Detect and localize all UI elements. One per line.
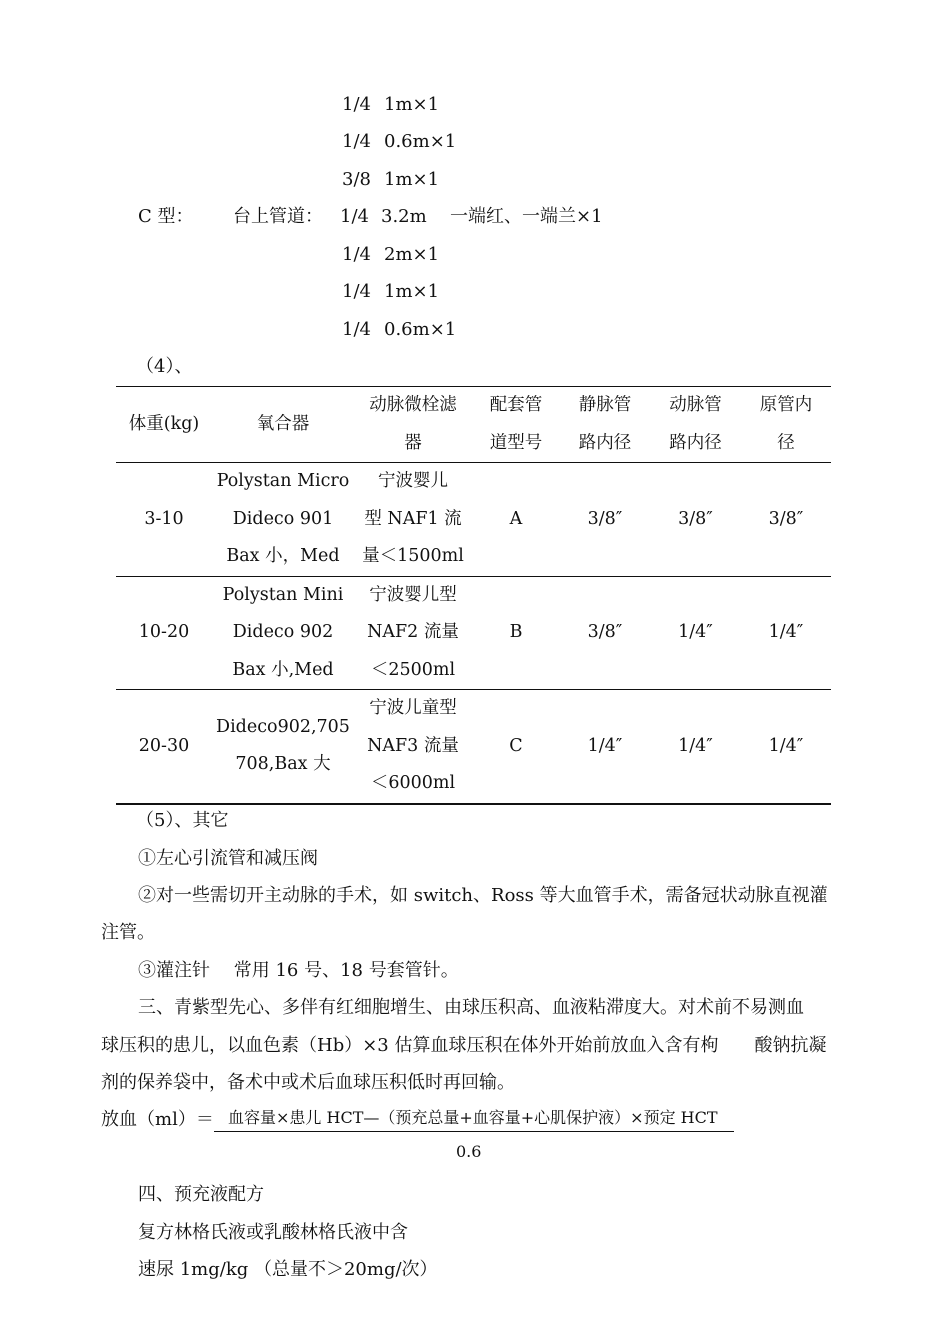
- spec-length: 1m×1: [384, 281, 440, 302]
- section-5-item-1: ①左心引流管和减压阀: [138, 848, 318, 869]
- section-priming-title: 四、预充液配方: [138, 1184, 264, 1205]
- cell-oxygenator: Polystan Mini Dideco 902 Bax 小,Med: [222, 584, 344, 680]
- formula-denominator: 0.6: [456, 1142, 482, 1161]
- cell-venous: 3/8″: [587, 508, 623, 529]
- section-3-line-3: 剂的保养袋中，备术中或术后血球压积低时再回输。: [101, 1072, 515, 1093]
- cell-filter: 宁波婴儿 型 NAF1 流 量＜1500ml: [362, 471, 464, 566]
- section-priming-line-1: 复方林格氏液或乳酸林格氏液中含: [138, 1222, 408, 1243]
- section-5-item-2-line-1: ②对一些需切开主动脉的手术，如 switch、Ross 等大血管手术，需备冠状动脉直视灌: [138, 885, 828, 906]
- cell-weight: 10-20: [138, 622, 190, 642]
- formula-lhs: 放血（ml）＝: [101, 1109, 214, 1130]
- cell-original: 1/4″: [768, 735, 804, 756]
- cell-oxygenator: Dideco902,705 708,Bax 大: [216, 716, 350, 775]
- cell-oxygenator: Polystan Micro Dideco 901 Bax 小，Med: [216, 471, 350, 566]
- header-tubing-model: 配套管 道型号: [489, 395, 543, 453]
- section-3-line-1: 三、青紫型先心、多伴有红细胞增生、由球压积高、血液粘滞度大。对术前不易测血: [138, 997, 804, 1018]
- spec-size: 3/8: [342, 169, 371, 190]
- c-type-label: C 型：: [138, 206, 194, 227]
- cell-filter: 宁波婴儿型 NAF2 流量 ＜2500ml: [367, 584, 459, 680]
- spec-extra: 一端红、一端兰×1: [450, 206, 603, 227]
- section-5-item-2-line-2: 注管。: [101, 922, 155, 943]
- cell-arterial: 3/8″: [678, 508, 713, 529]
- header-venous-diameter: 静脉管 路内径: [578, 395, 632, 453]
- section-priming-line-2: 速尿 1mg/kg （总量不＞20mg/次）: [138, 1259, 438, 1280]
- spec-length: 3.2m: [381, 206, 427, 227]
- header-arterial-diameter: 动脉管 路内径: [669, 395, 722, 453]
- table-row: [116, 690, 831, 804]
- section-5-item-3: ③灌注针 常用 16 号、18 号套管针。: [138, 960, 459, 981]
- header-original-diameter: 原管内 径: [759, 395, 813, 453]
- spec-size: 1/4: [342, 281, 371, 302]
- cell-weight: 3-10: [144, 508, 184, 529]
- section-5-title: （5）、其它: [136, 810, 229, 831]
- header-arterial-filter: 动脉微栓滤 器: [369, 395, 457, 453]
- header-weight: 体重(kg): [128, 413, 200, 434]
- formula-numerator: 血容量×患儿 HCT—（预充总量+血容量+心肌保护液）×预定 HCT: [228, 1108, 718, 1127]
- cell-original: 3/8″: [768, 508, 804, 529]
- section-4-label: （4）、: [136, 356, 193, 377]
- table-row: [116, 463, 831, 577]
- spec-length: 0.6m×1: [384, 319, 457, 340]
- spec-size: 1/4: [342, 131, 371, 152]
- spec-length: 0.6m×1: [384, 131, 457, 152]
- cell-model: B: [509, 622, 523, 642]
- table-pipe-label: 台上管道：: [233, 206, 323, 227]
- equipment-table: [116, 386, 831, 805]
- cell-model: C: [509, 735, 523, 756]
- spec-size: 1/4: [342, 244, 371, 265]
- header-oxygenator: 氧合器: [256, 413, 310, 434]
- cell-arterial: 1/4″: [678, 622, 713, 642]
- cell-filter: 宁波儿童型 NAF3 流量 ＜6000ml: [367, 698, 459, 793]
- section-3-line-2: 球压积的患儿，以血色素（Hb）×3 估算血球压积在体外开始前放血入含有枸 酸钠抗凝: [101, 1035, 827, 1056]
- cell-weight: 20-30: [138, 735, 190, 756]
- table-header-row: [116, 387, 831, 463]
- spec-size: 1/4: [340, 206, 369, 227]
- cell-venous: 1/4″: [587, 735, 623, 756]
- cell-arterial: 1/4″: [678, 735, 713, 756]
- spec-length: 1m×1: [384, 169, 440, 190]
- table-row: [116, 576, 831, 690]
- cell-model: A: [509, 508, 523, 529]
- spec-length: 1m×1: [384, 94, 440, 115]
- cell-venous: 3/8″: [587, 622, 623, 642]
- spec-length: 2m×1: [384, 244, 440, 265]
- fraction-bar: [214, 1131, 734, 1132]
- spec-size: 1/4: [342, 94, 371, 115]
- spec-size: 1/4: [342, 319, 371, 340]
- cell-original: 1/4″: [768, 622, 804, 642]
